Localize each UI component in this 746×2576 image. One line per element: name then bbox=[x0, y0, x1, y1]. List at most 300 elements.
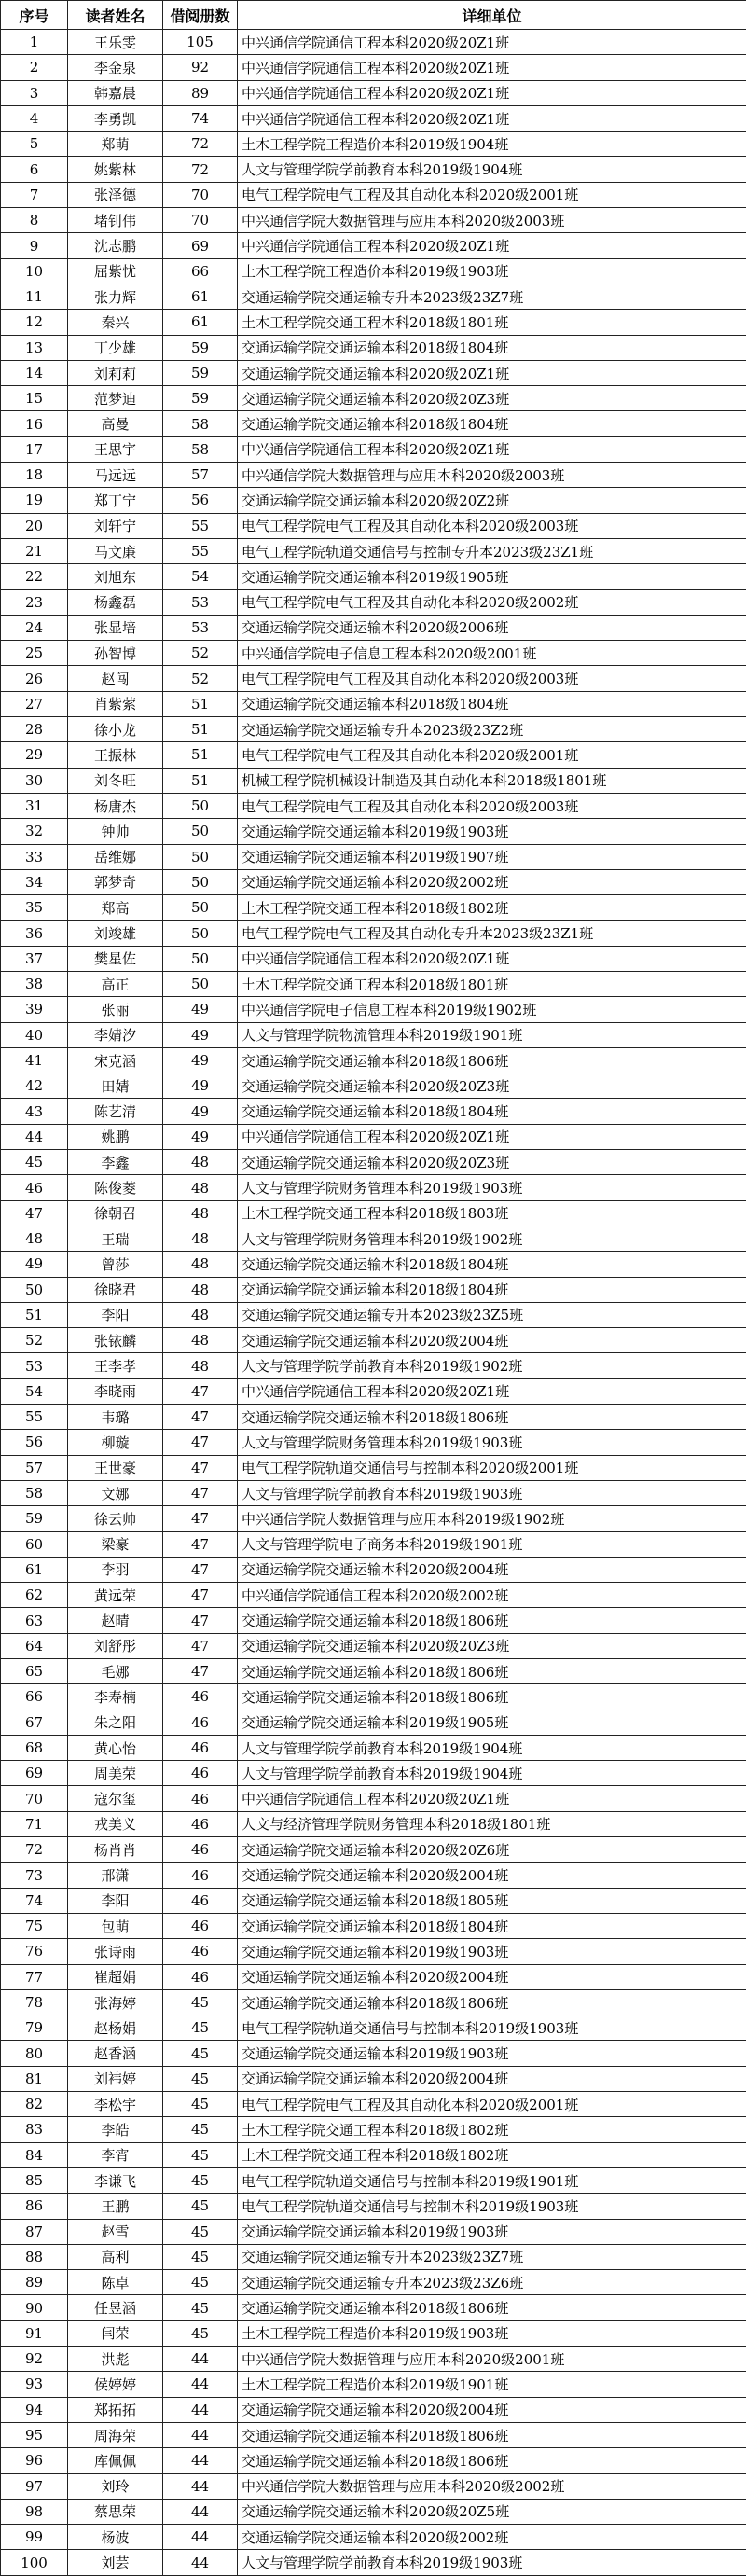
row-index: 81 bbox=[1, 2066, 68, 2091]
unit-detail: 中兴通信学院通信工程本科2020级20Z1班 bbox=[238, 1786, 746, 1811]
borrow-count: 47 bbox=[163, 1608, 238, 1633]
row-index: 88 bbox=[1, 2244, 68, 2269]
unit-detail: 交通运输学院交通运输本科2020级2006班 bbox=[238, 615, 746, 640]
table-row bbox=[1, 2117, 746, 2142]
table-row bbox=[1, 335, 746, 360]
row-index: 38 bbox=[1, 971, 68, 996]
borrow-count: 51 bbox=[163, 691, 238, 716]
unit-detail: 土木工程学院工程造价本科2019级1903班 bbox=[238, 2320, 746, 2346]
reader-name: 李婧汐 bbox=[68, 1022, 163, 1047]
borrow-count: 49 bbox=[163, 1099, 238, 1124]
reader-name: 李勇凯 bbox=[68, 105, 163, 131]
table-row bbox=[1, 895, 746, 921]
row-index: 18 bbox=[1, 463, 68, 488]
borrow-count: 47 bbox=[163, 1506, 238, 1531]
reader-name: 李鑫 bbox=[68, 1150, 163, 1175]
reader-name: 洪彪 bbox=[68, 2347, 163, 2372]
reader-name: 李阳 bbox=[68, 1888, 163, 1913]
row-index: 17 bbox=[1, 436, 68, 462]
borrow-count: 48 bbox=[163, 1353, 238, 1378]
row-index: 34 bbox=[1, 869, 68, 894]
reader-name: 王世豪 bbox=[68, 1455, 163, 1480]
unit-detail: 中兴通信学院大数据管理与应用本科2020级2001班 bbox=[238, 2347, 746, 2372]
reader-name: 杨肖肖 bbox=[68, 1837, 163, 1863]
borrow-count: 56 bbox=[163, 488, 238, 513]
table-row bbox=[1, 1506, 746, 1531]
borrow-count: 47 bbox=[163, 1430, 238, 1455]
reader-name: 王思宇 bbox=[68, 436, 163, 462]
unit-detail: 交通运输学院交通运输本科2020级2002班 bbox=[238, 2525, 746, 2550]
row-index: 63 bbox=[1, 1608, 68, 1633]
table-row bbox=[1, 258, 746, 284]
borrow-count: 46 bbox=[163, 1811, 238, 1836]
table-row bbox=[1, 1150, 746, 1175]
table-row bbox=[1, 2499, 746, 2524]
table-row bbox=[1, 310, 746, 335]
borrow-count: 51 bbox=[163, 768, 238, 793]
unit-detail: 交通运输学院交通运输本科2019级1903班 bbox=[238, 819, 746, 844]
unit-detail: 交通运输学院交通运输本科2018级1806班 bbox=[238, 1684, 746, 1710]
row-index: 97 bbox=[1, 2473, 68, 2499]
reader-name: 赵杨娟 bbox=[68, 2015, 163, 2041]
unit-detail: 交通运输学院交通运输本科2018级1806班 bbox=[238, 1405, 746, 1430]
table-row bbox=[1, 844, 746, 869]
reader-name: 徐晓君 bbox=[68, 1277, 163, 1302]
row-index: 20 bbox=[1, 513, 68, 538]
table-row bbox=[1, 513, 746, 538]
row-index: 62 bbox=[1, 1583, 68, 1608]
unit-detail: 交通运输学院交通运输专升本2023级23Z5班 bbox=[238, 1302, 746, 1327]
header-row bbox=[1, 1, 746, 30]
unit-detail: 中兴通信学院大数据管理与应用本科2020级2003班 bbox=[238, 463, 746, 488]
unit-detail: 土木工程学院交通工程本科2018级1802班 bbox=[238, 2117, 746, 2142]
borrow-count: 48 bbox=[163, 1226, 238, 1251]
reader-name: 郑丁宁 bbox=[68, 488, 163, 513]
reader-name: 赵闯 bbox=[68, 666, 163, 691]
table-row bbox=[1, 2041, 746, 2066]
borrow-count: 44 bbox=[163, 2372, 238, 2397]
table-row bbox=[1, 1430, 746, 1455]
reader-name: 文娜 bbox=[68, 1480, 163, 1505]
reader-name: 孙智博 bbox=[68, 641, 163, 666]
table-row bbox=[1, 2219, 746, 2244]
reader-name: 刘旭东 bbox=[68, 564, 163, 589]
unit-detail: 电气工程学院轨道交通信号与控制专升本2023级23Z1班 bbox=[238, 538, 746, 563]
unit-detail: 土木工程学院工程造价本科2019级1903班 bbox=[238, 258, 746, 284]
borrow-count: 44 bbox=[163, 2525, 238, 2550]
unit-detail: 交通运输学院交通运输本科2019级1903班 bbox=[238, 1939, 746, 1964]
borrow-count: 70 bbox=[163, 182, 238, 207]
header-borrow-count: 借阅册数 bbox=[163, 1, 238, 30]
table-row bbox=[1, 2194, 746, 2219]
table-row bbox=[1, 1073, 746, 1099]
unit-detail: 交通运输学院交通运输本科2020级2004班 bbox=[238, 1964, 746, 1989]
unit-detail: 交通运输学院交通运输本科2018级1804班 bbox=[238, 335, 746, 360]
table-row bbox=[1, 132, 746, 157]
reader-name: 王振林 bbox=[68, 742, 163, 768]
row-index: 39 bbox=[1, 997, 68, 1022]
row-index: 31 bbox=[1, 793, 68, 818]
row-index: 86 bbox=[1, 2194, 68, 2219]
row-index: 24 bbox=[1, 615, 68, 640]
row-index: 67 bbox=[1, 1710, 68, 1735]
row-index: 32 bbox=[1, 819, 68, 844]
unit-detail: 交通运输学院交通运输本科2020级20Z3班 bbox=[238, 1150, 746, 1175]
unit-detail: 中兴通信学院电子信息工程本科2020级2001班 bbox=[238, 641, 746, 666]
reader-name: 徐云帅 bbox=[68, 1506, 163, 1531]
table-row bbox=[1, 233, 746, 258]
reader-name: 周海荣 bbox=[68, 2422, 163, 2447]
unit-detail: 中兴通信学院通信工程本科2020级20Z1班 bbox=[238, 946, 746, 971]
row-index: 21 bbox=[1, 538, 68, 563]
reader-name: 张海婷 bbox=[68, 1989, 163, 2015]
unit-detail: 电气工程学院电气工程及其自动化专升本2023级23Z1班 bbox=[238, 921, 746, 946]
table-row bbox=[1, 157, 746, 182]
table-row bbox=[1, 2295, 746, 2320]
borrow-count: 52 bbox=[163, 666, 238, 691]
unit-detail: 人文与管理学院物流管理本科2019级1901班 bbox=[238, 1022, 746, 1047]
reader-name: 高曼 bbox=[68, 411, 163, 436]
unit-detail: 中兴通信学院通信工程本科2020级2002班 bbox=[238, 1583, 746, 1608]
unit-detail: 中兴通信学院通信工程本科2020级20Z1班 bbox=[238, 80, 746, 105]
unit-detail: 中兴通信学院通信工程本科2020级20Z1班 bbox=[238, 55, 746, 80]
unit-detail: 电气工程学院轨道交通信号与控制本科2019级1903班 bbox=[238, 2194, 746, 2219]
reader-name: 刘玲 bbox=[68, 2473, 163, 2499]
row-index: 11 bbox=[1, 284, 68, 309]
row-index: 65 bbox=[1, 1659, 68, 1684]
row-index: 10 bbox=[1, 258, 68, 284]
table-row bbox=[1, 946, 746, 971]
unit-detail: 交通运输学院交通运输本科2020级20Z3班 bbox=[238, 386, 746, 411]
borrow-count: 46 bbox=[163, 1863, 238, 1888]
row-index: 84 bbox=[1, 2142, 68, 2167]
unit-detail: 电气工程学院轨道交通信号与控制本科2019级1903班 bbox=[238, 2015, 746, 2041]
borrow-count: 46 bbox=[163, 1837, 238, 1863]
reader-name: 姚紫林 bbox=[68, 157, 163, 182]
unit-detail: 交通运输学院交通运输本科2019级1903班 bbox=[238, 2219, 746, 2244]
reader-name: 包萌 bbox=[68, 1913, 163, 1938]
borrow-count: 105 bbox=[163, 30, 238, 55]
row-index: 72 bbox=[1, 1837, 68, 1863]
row-index: 26 bbox=[1, 666, 68, 691]
row-index: 69 bbox=[1, 1761, 68, 1786]
borrow-count: 69 bbox=[163, 233, 238, 258]
unit-detail: 人文与管理学院财务管理本科2019级1902班 bbox=[238, 1226, 746, 1251]
unit-detail: 电气工程学院电气工程及其自动化本科2020级2001班 bbox=[238, 2092, 746, 2117]
unit-detail: 交通运输学院交通运输本科2020级2004班 bbox=[238, 1863, 746, 1888]
borrow-count: 58 bbox=[163, 436, 238, 462]
reader-name: 刘芸 bbox=[68, 2550, 163, 2575]
row-index: 5 bbox=[1, 132, 68, 157]
row-index: 53 bbox=[1, 1353, 68, 1378]
unit-detail: 电气工程学院电气工程及其自动化本科2020级2003班 bbox=[238, 666, 746, 691]
row-index: 9 bbox=[1, 233, 68, 258]
table-row bbox=[1, 564, 746, 589]
unit-detail: 交通运输学院交通运输本科2018级1804班 bbox=[238, 1913, 746, 1938]
unit-detail: 交通运输学院交通运输本科2018级1804班 bbox=[238, 1099, 746, 1124]
table-row bbox=[1, 1124, 746, 1149]
row-index: 6 bbox=[1, 157, 68, 182]
table-body bbox=[1, 30, 746, 2576]
table-row bbox=[1, 1099, 746, 1124]
row-index: 58 bbox=[1, 1480, 68, 1505]
reader-name: 黄心怡 bbox=[68, 1735, 163, 1760]
table-row bbox=[1, 2142, 746, 2167]
borrow-count: 50 bbox=[163, 971, 238, 996]
row-index: 47 bbox=[1, 1200, 68, 1226]
unit-detail: 中兴通信学院通信工程本科2020级20Z1班 bbox=[238, 1378, 746, 1404]
unit-detail: 土木工程学院交通工程本科2018级1801班 bbox=[238, 971, 746, 996]
unit-detail: 交通运输学院交通运输本科2020级2004班 bbox=[238, 1557, 746, 1582]
table-row bbox=[1, 1226, 746, 1251]
borrow-count: 57 bbox=[163, 463, 238, 488]
unit-detail: 土木工程学院交通工程本科2018级1801班 bbox=[238, 310, 746, 335]
table-row bbox=[1, 80, 746, 105]
row-index: 74 bbox=[1, 1888, 68, 1913]
borrow-count: 53 bbox=[163, 589, 238, 615]
borrow-count: 47 bbox=[163, 1480, 238, 1505]
unit-detail: 交通运输学院交通运输本科2018级1806班 bbox=[238, 2448, 746, 2473]
reader-name: 丁少雄 bbox=[68, 335, 163, 360]
row-index: 56 bbox=[1, 1430, 68, 1455]
table-row bbox=[1, 1786, 746, 1811]
table-row bbox=[1, 615, 746, 640]
row-index: 60 bbox=[1, 1531, 68, 1557]
borrow-count: 89 bbox=[163, 80, 238, 105]
reader-name: 刘冬旺 bbox=[68, 768, 163, 793]
table-row bbox=[1, 1328, 746, 1353]
reader-name: 张丽 bbox=[68, 997, 163, 1022]
row-index: 2 bbox=[1, 55, 68, 80]
reader-name: 陈卓 bbox=[68, 2270, 163, 2295]
reader-name: 肖紫萦 bbox=[68, 691, 163, 716]
row-index: 37 bbox=[1, 946, 68, 971]
reader-name: 柳璇 bbox=[68, 1430, 163, 1455]
table-row bbox=[1, 717, 746, 742]
table-row bbox=[1, 869, 746, 894]
row-index: 78 bbox=[1, 1989, 68, 2015]
borrow-count: 48 bbox=[163, 1150, 238, 1175]
borrow-count: 45 bbox=[163, 2066, 238, 2091]
row-index: 28 bbox=[1, 717, 68, 742]
unit-detail: 交通运输学院交通运输本科2020级2004班 bbox=[238, 2397, 746, 2422]
row-index: 100 bbox=[1, 2550, 68, 2575]
reader-name: 范梦迪 bbox=[68, 386, 163, 411]
table-row bbox=[1, 1863, 746, 1888]
reader-name: 侯婷婷 bbox=[68, 2372, 163, 2397]
unit-detail: 交通运输学院交通运输本科2018级1806班 bbox=[238, 1989, 746, 2015]
table-row bbox=[1, 182, 746, 207]
table-row bbox=[1, 1047, 746, 1073]
row-index: 7 bbox=[1, 182, 68, 207]
reader-name: 李谦飞 bbox=[68, 2167, 163, 2193]
borrow-count: 48 bbox=[163, 1328, 238, 1353]
reader-name: 任昱涵 bbox=[68, 2295, 163, 2320]
unit-detail: 电气工程学院电气工程及其自动化本科2020级2003班 bbox=[238, 793, 746, 818]
unit-detail: 中兴通信学院大数据管理与应用本科2020级2002班 bbox=[238, 2473, 746, 2499]
borrow-count: 61 bbox=[163, 310, 238, 335]
borrow-count: 45 bbox=[163, 2092, 238, 2117]
borrow-count: 61 bbox=[163, 284, 238, 309]
unit-detail: 交通运输学院交通运输本科2018级1804班 bbox=[238, 1277, 746, 1302]
row-index: 70 bbox=[1, 1786, 68, 1811]
reader-name: 田婧 bbox=[68, 1073, 163, 1099]
table-row bbox=[1, 2550, 746, 2575]
table-row bbox=[1, 641, 746, 666]
borrow-count: 72 bbox=[163, 132, 238, 157]
reader-name: 岳维娜 bbox=[68, 844, 163, 869]
table-row bbox=[1, 360, 746, 385]
borrow-count: 45 bbox=[163, 2295, 238, 2320]
reader-name: 蔡思荣 bbox=[68, 2499, 163, 2524]
row-index: 93 bbox=[1, 2372, 68, 2397]
table-row bbox=[1, 691, 746, 716]
table-row bbox=[1, 2525, 746, 2550]
borrow-count: 59 bbox=[163, 335, 238, 360]
borrow-count: 47 bbox=[163, 1378, 238, 1404]
row-index: 90 bbox=[1, 2295, 68, 2320]
unit-detail: 人文与管理学院财务管理本科2019级1903班 bbox=[238, 1430, 746, 1455]
reader-name: 张诗雨 bbox=[68, 1939, 163, 1964]
unit-detail: 交通运输学院交通运输本科2019级1905班 bbox=[238, 1710, 746, 1735]
reader-name: 寇尔玺 bbox=[68, 1786, 163, 1811]
row-index: 43 bbox=[1, 1099, 68, 1124]
reader-name: 刘袆婷 bbox=[68, 2066, 163, 2091]
unit-detail: 交通运输学院交通运输本科2020级20Z1班 bbox=[238, 360, 746, 385]
reader-name: 李晓雨 bbox=[68, 1378, 163, 1404]
borrow-count: 45 bbox=[163, 2244, 238, 2269]
row-index: 36 bbox=[1, 921, 68, 946]
row-index: 48 bbox=[1, 1226, 68, 1251]
unit-detail: 交通运输学院交通运输本科2018级1804班 bbox=[238, 411, 746, 436]
row-index: 14 bbox=[1, 360, 68, 385]
unit-detail: 中兴通信学院通信工程本科2020级20Z1班 bbox=[238, 1124, 746, 1149]
unit-detail: 电气工程学院电气工程及其自动化本科2020级2002班 bbox=[238, 589, 746, 615]
row-index: 91 bbox=[1, 2320, 68, 2346]
table-row bbox=[1, 1378, 746, 1404]
reader-name: 戎美义 bbox=[68, 1811, 163, 1836]
unit-detail: 交通运输学院交通运输专升本2023级23Z2班 bbox=[238, 717, 746, 742]
unit-detail: 交通运输学院交通运输本科2018级1806班 bbox=[238, 2295, 746, 2320]
row-index: 30 bbox=[1, 768, 68, 793]
unit-detail: 电气工程学院轨道交通信号与控制本科2020级2001班 bbox=[238, 1455, 746, 1480]
borrow-count: 44 bbox=[163, 2473, 238, 2499]
borrow-count: 48 bbox=[163, 1175, 238, 1200]
unit-detail: 人文与管理学院学前教育本科2019级1904班 bbox=[238, 1761, 746, 1786]
reader-name: 曾莎 bbox=[68, 1252, 163, 1277]
table-row bbox=[1, 2270, 746, 2295]
row-index: 99 bbox=[1, 2525, 68, 2550]
table-row bbox=[1, 105, 746, 131]
row-index: 80 bbox=[1, 2041, 68, 2066]
table-row bbox=[1, 284, 746, 309]
borrow-count: 47 bbox=[163, 1583, 238, 1608]
row-index: 85 bbox=[1, 2167, 68, 2193]
borrow-count: 53 bbox=[163, 615, 238, 640]
borrow-count: 45 bbox=[163, 2015, 238, 2041]
row-index: 83 bbox=[1, 2117, 68, 2142]
unit-detail: 交通运输学院交通运输本科2020级20Z5班 bbox=[238, 2499, 746, 2524]
reader-name: 高利 bbox=[68, 2244, 163, 2269]
table-row bbox=[1, 1302, 746, 1327]
reader-name: 李皓 bbox=[68, 2117, 163, 2142]
reader-name: 秦兴 bbox=[68, 310, 163, 335]
unit-detail: 交通运输学院交通运输专升本2023级23Z7班 bbox=[238, 2244, 746, 2269]
table-row bbox=[1, 1939, 746, 1964]
reader-name: 王李孝 bbox=[68, 1353, 163, 1378]
header-reader-name: 读者姓名 bbox=[68, 1, 163, 30]
borrow-count: 45 bbox=[163, 2270, 238, 2295]
table-row bbox=[1, 1455, 746, 1480]
borrow-count: 48 bbox=[163, 1277, 238, 1302]
table-row bbox=[1, 1710, 746, 1735]
row-index: 82 bbox=[1, 2092, 68, 2117]
reader-name: 樊星佐 bbox=[68, 946, 163, 971]
borrow-count: 47 bbox=[163, 1455, 238, 1480]
borrow-count: 51 bbox=[163, 742, 238, 768]
borrow-count: 50 bbox=[163, 895, 238, 921]
borrow-count: 50 bbox=[163, 844, 238, 869]
borrow-count: 70 bbox=[163, 208, 238, 233]
reader-name: 库佩佩 bbox=[68, 2448, 163, 2473]
unit-detail: 交通运输学院交通运输本科2019级1903班 bbox=[238, 2041, 746, 2066]
borrow-count: 48 bbox=[163, 1200, 238, 1226]
unit-detail: 电气工程学院电气工程及其自动化本科2020级2001班 bbox=[238, 182, 746, 207]
unit-detail: 土木工程学院交通工程本科2018级1802班 bbox=[238, 895, 746, 921]
unit-detail: 交通运输学院交通运输本科2020级20Z3班 bbox=[238, 1633, 746, 1658]
row-index: 29 bbox=[1, 742, 68, 768]
row-index: 4 bbox=[1, 105, 68, 131]
reader-name: 杨波 bbox=[68, 2525, 163, 2550]
reader-name: 王瑞 bbox=[68, 1226, 163, 1251]
table-row bbox=[1, 1913, 746, 1938]
unit-detail: 中兴通信学院电子信息工程本科2019级1902班 bbox=[238, 997, 746, 1022]
unit-detail: 交通运输学院交通运输本科2018级1805班 bbox=[238, 1888, 746, 1913]
borrow-count: 50 bbox=[163, 819, 238, 844]
reader-name: 钟帅 bbox=[68, 819, 163, 844]
reader-name: 毛娜 bbox=[68, 1659, 163, 1684]
unit-detail: 交通运输学院交通运输专升本2023级23Z7班 bbox=[238, 284, 746, 309]
unit-detail: 电气工程学院轨道交通信号与控制本科2019级1901班 bbox=[238, 2167, 746, 2193]
reader-name: 张铱麟 bbox=[68, 1328, 163, 1353]
unit-detail: 交通运输学院交通运输本科2020级2004班 bbox=[238, 1328, 746, 1353]
reader-name: 李阳 bbox=[68, 1302, 163, 1327]
borrow-count: 55 bbox=[163, 538, 238, 563]
unit-detail: 交通运输学院交通运输本科2020级20Z6班 bbox=[238, 1837, 746, 1863]
reader-name: 王乐雯 bbox=[68, 30, 163, 55]
table-row bbox=[1, 921, 746, 946]
reader-name: 闫荣 bbox=[68, 2320, 163, 2346]
row-index: 52 bbox=[1, 1328, 68, 1353]
unit-detail: 交通运输学院交通运输本科2020级20Z3班 bbox=[238, 1073, 746, 1099]
reader-name: 刘莉莉 bbox=[68, 360, 163, 385]
reader-name: 徐小龙 bbox=[68, 717, 163, 742]
row-index: 95 bbox=[1, 2422, 68, 2447]
reader-name: 杨唐杰 bbox=[68, 793, 163, 818]
unit-detail: 中兴通信学院通信工程本科2020级20Z1班 bbox=[238, 105, 746, 131]
unit-detail: 交通运输学院交通运输专升本2023级23Z6班 bbox=[238, 2270, 746, 2295]
reader-name: 屈紫忧 bbox=[68, 258, 163, 284]
reader-name: 朱之阳 bbox=[68, 1710, 163, 1735]
row-index: 98 bbox=[1, 2499, 68, 2524]
reader-name: 马文廉 bbox=[68, 538, 163, 563]
borrow-count: 48 bbox=[163, 1302, 238, 1327]
unit-detail: 交通运输学院交通运输本科2020级2004班 bbox=[238, 2066, 746, 2091]
borrow-count: 44 bbox=[163, 2550, 238, 2575]
borrow-count: 46 bbox=[163, 1735, 238, 1760]
reader-name: 姚鹏 bbox=[68, 1124, 163, 1149]
reader-name: 周美荣 bbox=[68, 1761, 163, 1786]
